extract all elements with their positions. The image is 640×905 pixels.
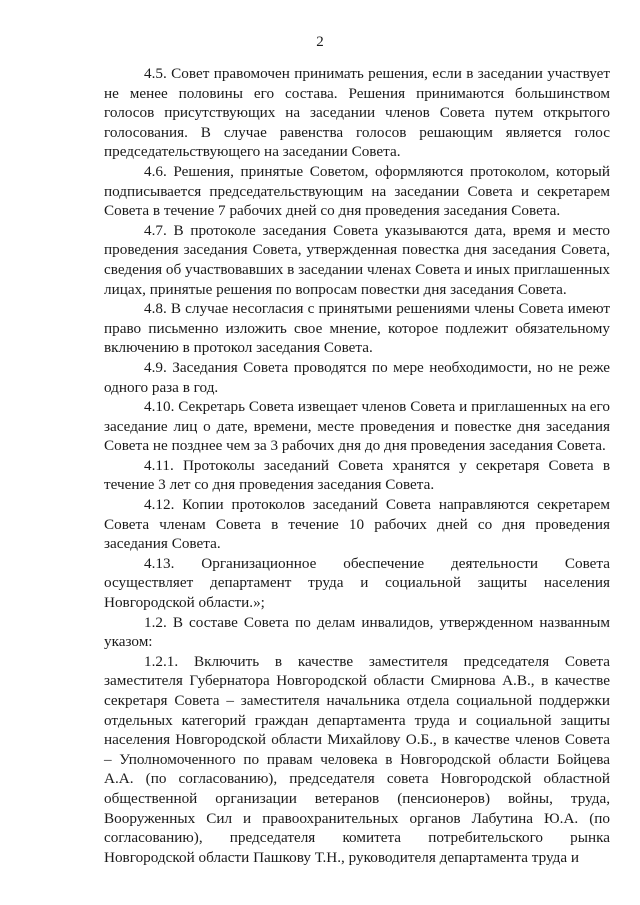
document-body <box>104 64 610 867</box>
paragraph-4-5: 4.5. Совет правомочен принимать решения, если в заседании участвует не менее половины его состава. Решения принимаются большинством голосов присутствующих на заседании членов Совета путем открытого голосования. В случае равенства голосов решающим является голос председательствующего на заседании Совета. <box>104 65 610 161</box>
page-number: 2 <box>316 34 324 50</box>
paragraph-1-2-1: 1.2.1. Включить в качестве заместителя председателя Совета заместителя Губернатора Новгородской области Смирнова А.В., в качестве секретаря Совета – заместителя начальника отдела социальной поддержки отдельных категорий граждан департамента труда и социальной защиты населения Новгородской области Михайлову О.Б., в качестве членов Совета – Уполномоченного по правам человека в Новгородской области Бойцева А.А. (по согласованию), председателя совета Новгородской областной общественной организации ветеранов (пенсионеров) войны, труда, Вооруженных Сил и правоохранительных органов Лабутина Ю.А. (по согласованию), председателя комитета потребительского рынка Новгородской области Пашкову Т.Н., руководителя департамента труда и <box>104 652 610 866</box>
paragraph-4-7: 4.7. В протоколе заседания Совета указываются дата, время и место проведения заседания Совета, утвержденная повестка дня заседания Совета, сведения об участвовавших в заседании членах Совета и иных приглашенных лицах, принятые решения по вопросам повестки дня заседания Совета. <box>104 221 610 298</box>
paragraph-1-2: 1.2. В составе Совета по делам инвалидов, утвержденном названным указом: <box>104 613 610 651</box>
paragraph-4-12: 4.12. Копии протоколов заседаний Совета направляются секретарем Совета членам Совета в течение 10 рабочих дней со дня проведения заседания Совета. <box>104 496 610 553</box>
paragraph-4-13: 4.13. Организационное обеспечение деятельности Совета осуществляет департамент труда и социальной защиты населения Новгородской области.»; <box>104 554 610 612</box>
paragraph-4-9: 4.9. Заседания Совета проводятся по мере необходимости, но не реже одного раза в год. <box>104 358 610 396</box>
paragraph-4-6: 4.6. Решения, принятые Советом, оформляются протоколом, который подписывается председательствующим на заседании Совета и секретарем Совета в течение 7 рабочих дней со дня проведения заседания Совета. <box>104 162 610 220</box>
paragraph-4-8: 4.8. В случае несогласия с принятыми решениями члены Совета имеют право письменно изложить свое мнение, которое подлежит обязательному включению в протокол заседания Совета. <box>104 300 610 357</box>
paragraph-4-11: 4.11. Протоколы заседаний Совета хранятся у секретаря Совета в течение 3 лет со дня проведения заседания Совета. <box>104 456 610 494</box>
paragraph-4-10: 4.10. Секретарь Совета извещает членов Совета и приглашенных на его заседание лиц о дате, времени, месте проведения и повестке дня заседания Совета не позднее чем за 3 рабочих дня до дня проведения заседания Совета. <box>104 398 610 455</box>
